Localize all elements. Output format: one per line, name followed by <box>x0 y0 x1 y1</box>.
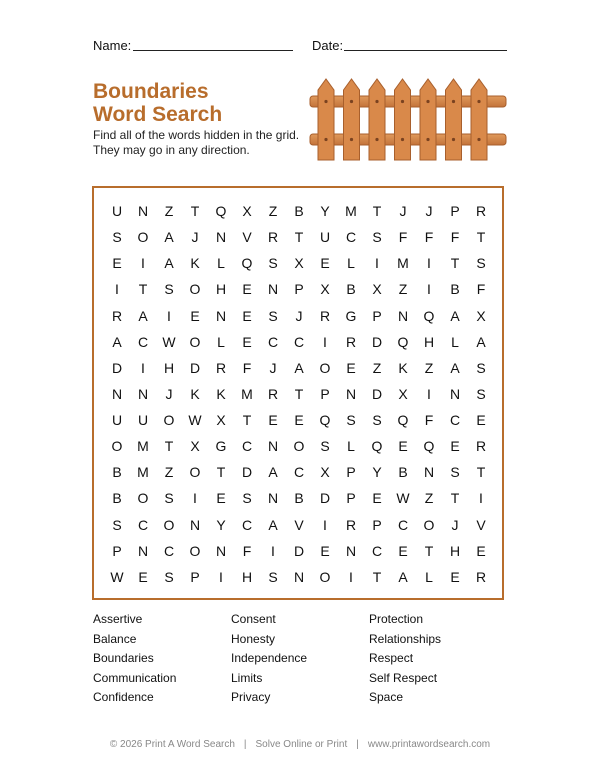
grid-cell[interactable]: E <box>216 490 226 507</box>
grid-cell[interactable]: B <box>346 281 356 298</box>
grid-cell[interactable]: W <box>110 568 124 585</box>
grid-cell[interactable]: N <box>111 385 123 402</box>
grid-cell[interactable]: B <box>294 203 304 220</box>
grid-cell[interactable]: I <box>323 333 327 350</box>
grid-cell[interactable]: Z <box>268 203 278 220</box>
grid-cell[interactable]: I <box>219 568 223 585</box>
grid-cell[interactable]: T <box>190 203 200 220</box>
grid-cell[interactable]: X <box>216 412 226 429</box>
grid-cell[interactable]: N <box>397 307 409 324</box>
grid-cell[interactable]: N <box>215 307 227 324</box>
grid-cell[interactable]: O <box>137 229 149 246</box>
grid-cell[interactable]: J <box>425 203 433 220</box>
grid-cell[interactable]: E <box>476 412 486 429</box>
grid-cell[interactable]: A <box>450 359 460 376</box>
grid-cell[interactable]: Q <box>241 255 253 272</box>
grid-cell[interactable]: E <box>242 307 252 324</box>
word-list-item: Privacy <box>231 690 271 704</box>
grid-cell[interactable]: S <box>450 464 460 481</box>
grid-cell[interactable]: T <box>216 464 226 481</box>
instructions-line-1: Find all of the words hidden in the grid. <box>93 128 300 142</box>
grid-cell[interactable]: H <box>163 359 175 376</box>
grid-cell[interactable]: S <box>164 568 174 585</box>
grid-cell[interactable]: A <box>112 333 122 350</box>
grid-cell[interactable]: I <box>115 281 119 298</box>
grid-cell[interactable]: A <box>268 464 278 481</box>
word-list-item: Boundaries <box>93 651 154 665</box>
grid-cell[interactable]: E <box>450 438 460 455</box>
grid-cell[interactable]: D <box>293 542 305 559</box>
fence-picket <box>369 79 385 160</box>
grid-cell[interactable]: X <box>476 307 486 324</box>
grid-cell[interactable]: Z <box>164 203 174 220</box>
grid-cell[interactable]: B <box>398 464 408 481</box>
grid-cell[interactable]: O <box>111 438 123 455</box>
grid-cell[interactable]: T <box>450 255 460 272</box>
grid-cell[interactable]: Q <box>423 438 435 455</box>
grid-cell[interactable]: W <box>396 490 410 507</box>
fence-nail <box>452 100 455 103</box>
grid-cell[interactable]: D <box>189 359 201 376</box>
fence-nail <box>350 138 353 141</box>
grid-cell[interactable]: D <box>371 333 383 350</box>
grid-cell[interactable]: E <box>112 255 122 272</box>
grid-cell[interactable]: M <box>397 255 409 272</box>
grid-cell[interactable]: Q <box>215 203 227 220</box>
grid-cell[interactable]: I <box>323 516 327 533</box>
grid-cell[interactable]: J <box>399 203 407 220</box>
grid-cell[interactable]: N <box>189 516 201 533</box>
grid-cell[interactable]: O <box>319 359 331 376</box>
grid-cell[interactable]: T <box>164 438 174 455</box>
word-search-grid <box>104 198 494 590</box>
word-list-item: Limits <box>231 670 263 685</box>
fence-nail <box>401 100 404 103</box>
grid-cell[interactable]: U <box>137 412 149 429</box>
instructions <box>93 128 299 158</box>
grid-cell[interactable]: E <box>320 255 330 272</box>
grid-cell[interactable]: C <box>163 542 175 559</box>
grid-cell[interactable]: S <box>164 281 174 298</box>
word-list-item: Communication <box>93 670 177 685</box>
grid-cell[interactable]: S <box>372 412 382 429</box>
grid-cell[interactable]: R <box>111 307 123 324</box>
fence-nail <box>350 100 353 103</box>
fence-pickets <box>318 79 487 160</box>
page-title <box>93 80 222 126</box>
grid-cell[interactable]: B <box>294 490 304 507</box>
grid-cell[interactable]: P <box>372 516 382 533</box>
grid-cell[interactable]: E <box>190 307 200 324</box>
fence-nail <box>401 138 404 141</box>
grid-cell[interactable]: P <box>320 385 330 402</box>
grid-cell[interactable]: I <box>349 568 353 585</box>
grid-cell[interactable]: L <box>217 255 225 272</box>
grid-cell[interactable]: B <box>112 464 122 481</box>
footer-solve: Solve Online or Print <box>255 739 348 750</box>
grid-cell[interactable]: S <box>268 568 278 585</box>
grid-cell[interactable]: O <box>137 490 149 507</box>
grid-cell[interactable]: F <box>424 229 434 246</box>
grid-cell[interactable]: L <box>347 255 355 272</box>
grid-cell[interactable]: H <box>423 333 435 350</box>
grid-cell[interactable]: N <box>345 542 357 559</box>
grid-cell[interactable]: N <box>137 542 149 559</box>
grid-cell[interactable]: N <box>423 464 435 481</box>
grid-cell[interactable]: K <box>190 385 200 402</box>
grid-cell[interactable]: N <box>215 542 227 559</box>
word-list-item: Self Respect <box>369 670 438 685</box>
grid-cell[interactable]: X <box>398 385 408 402</box>
grid-cell[interactable]: V <box>476 516 486 533</box>
fence-picket <box>318 79 334 160</box>
grid-cell[interactable]: N <box>267 438 279 455</box>
fence-nail <box>426 138 429 141</box>
grid-cell[interactable]: Y <box>320 203 330 220</box>
grid-cell[interactable]: L <box>347 438 355 455</box>
fence-nail <box>375 100 378 103</box>
grid-cell[interactable]: N <box>137 203 149 220</box>
fence-picket <box>395 79 411 160</box>
grid-cell[interactable]: X <box>190 438 200 455</box>
grid-cell[interactable]: O <box>189 333 201 350</box>
grid-cell[interactable]: I <box>427 385 431 402</box>
grid-cell[interactable]: G <box>345 307 357 324</box>
grid-cell[interactable]: C <box>137 516 149 533</box>
grid-cell[interactable]: O <box>163 412 175 429</box>
grid-cell[interactable]: R <box>267 229 279 246</box>
word-list-item: Relationships <box>369 631 442 646</box>
grid-cell[interactable]: I <box>141 359 145 376</box>
grid-cell[interactable]: L <box>425 568 433 585</box>
grid-cell[interactable]: O <box>163 516 175 533</box>
grid-cell[interactable]: J <box>191 229 199 246</box>
grid-cell[interactable]: P <box>294 281 304 298</box>
grid-cell[interactable]: C <box>371 542 383 559</box>
fence-picket <box>471 79 487 160</box>
grid-cell[interactable]: S <box>242 490 252 507</box>
grid-cell[interactable]: A <box>138 307 148 324</box>
grid-cell[interactable]: D <box>319 490 331 507</box>
grid-cell[interactable]: N <box>267 281 279 298</box>
grid-cell[interactable]: A <box>164 229 174 246</box>
grid-cell[interactable]: M <box>345 203 357 220</box>
grid-cell[interactable]: E <box>398 438 408 455</box>
grid-cell[interactable]: L <box>451 333 459 350</box>
grid-cell[interactable]: P <box>346 464 356 481</box>
fence-nail <box>477 138 480 141</box>
grid-cell[interactable]: H <box>241 568 253 585</box>
fence-picket <box>344 79 360 160</box>
grid-cell[interactable]: J <box>451 516 459 533</box>
grid-cell[interactable]: C <box>241 516 253 533</box>
grid-cell[interactable]: R <box>475 438 487 455</box>
grid-cell[interactable]: S <box>112 229 122 246</box>
grid-cell[interactable]: A <box>450 307 460 324</box>
grid-cell[interactable]: Q <box>371 438 383 455</box>
grid-cell[interactable]: J <box>295 307 303 324</box>
grid-cell[interactable]: F <box>242 359 252 376</box>
word-list-item: Independence <box>231 651 308 665</box>
grid-cell[interactable]: A <box>164 255 174 272</box>
word-list-item: Space <box>369 690 404 704</box>
grid-cell[interactable]: M <box>137 464 149 481</box>
grid-cell[interactable]: A <box>476 333 486 350</box>
grid-cell[interactable]: I <box>427 281 431 298</box>
grid-cell[interactable]: W <box>162 333 176 350</box>
grid-cell[interactable]: C <box>267 333 279 350</box>
grid-cell[interactable]: E <box>450 568 460 585</box>
grid-cell[interactable]: D <box>241 464 253 481</box>
grid-cell[interactable]: Q <box>423 307 435 324</box>
grid-cell[interactable]: T <box>450 490 460 507</box>
fence-nail <box>375 138 378 141</box>
grid-cell[interactable]: S <box>268 255 278 272</box>
fence-nail <box>426 100 429 103</box>
grid-cell[interactable]: Z <box>164 464 174 481</box>
grid-cell[interactable]: F <box>424 412 434 429</box>
date-line[interactable] <box>344 50 507 51</box>
grid-cell[interactable]: T <box>242 412 252 429</box>
grid-cell[interactable]: I <box>375 255 379 272</box>
grid-cell[interactable]: O <box>293 438 305 455</box>
grid-cell[interactable]: U <box>111 412 123 429</box>
grid-cell[interactable]: K <box>398 359 408 376</box>
grid-cell[interactable]: N <box>137 385 149 402</box>
grid-cell[interactable]: O <box>189 542 201 559</box>
grid-cell[interactable]: G <box>215 438 227 455</box>
grid-cell[interactable]: C <box>293 333 305 350</box>
word-list-item: Assertive <box>93 612 143 626</box>
date-label: Date: <box>312 38 344 53</box>
fence-nail <box>324 100 327 103</box>
grid-cell[interactable]: T <box>424 542 434 559</box>
fence-nail <box>324 138 327 141</box>
grid-cell[interactable]: S <box>320 438 330 455</box>
grid-cell[interactable]: E <box>268 412 278 429</box>
grid-cell[interactable]: E <box>138 568 148 585</box>
grid-cell[interactable]: E <box>294 412 304 429</box>
grid-cell[interactable]: Z <box>424 359 434 376</box>
word-list-item: Consent <box>231 612 276 626</box>
grid-cell[interactable]: R <box>345 333 357 350</box>
word-list-item: Honesty <box>231 631 276 646</box>
grid-cell[interactable]: E <box>242 333 252 350</box>
grid-cell[interactable]: D <box>371 385 383 402</box>
word-search-grid-box <box>92 186 504 600</box>
grid-cell[interactable]: P <box>346 490 356 507</box>
grid-cell[interactable]: K <box>216 385 226 402</box>
grid-cell[interactable]: F <box>476 281 486 298</box>
grid-cell[interactable]: R <box>267 385 279 402</box>
grid-cell[interactable]: Q <box>319 412 331 429</box>
grid-cell[interactable]: P <box>190 568 200 585</box>
grid-cell[interactable]: Z <box>372 359 382 376</box>
grid-cell[interactable]: Y <box>372 464 382 481</box>
grid-cell[interactable]: V <box>294 516 304 533</box>
grid-cell[interactable]: C <box>397 516 409 533</box>
grid-cell[interactable]: R <box>319 307 331 324</box>
grid-cell[interactable]: P <box>450 203 460 220</box>
grid-cell[interactable]: B <box>450 281 460 298</box>
grid-cell[interactable]: S <box>372 229 382 246</box>
grid-cell[interactable]: I <box>193 490 197 507</box>
grid-cell[interactable]: E <box>398 542 408 559</box>
footer <box>0 739 600 750</box>
grid-cell[interactable]: E <box>476 542 486 559</box>
grid-cell[interactable]: T <box>372 203 382 220</box>
grid-cell[interactable]: M <box>241 385 253 402</box>
grid-cell[interactable]: C <box>241 438 253 455</box>
grid-cell[interactable]: E <box>320 542 330 559</box>
grid-cell[interactable]: Y <box>216 516 226 533</box>
grid-cell[interactable]: C <box>137 333 149 350</box>
grid-cell[interactable]: S <box>476 385 486 402</box>
grid-cell[interactable]: O <box>319 568 331 585</box>
word-list-item: Respect <box>369 651 414 665</box>
word-list <box>93 612 513 712</box>
grid-cell[interactable]: P <box>372 307 382 324</box>
grid-cell[interactable]: P <box>112 542 122 559</box>
grid-cell[interactable]: O <box>189 464 201 481</box>
word-list-item: Confidence <box>93 690 154 704</box>
grid-cell[interactable]: S <box>268 307 278 324</box>
grid-cell[interactable]: N <box>293 568 305 585</box>
footer-separator: | <box>356 739 359 750</box>
name-line[interactable] <box>133 50 293 51</box>
grid-cell[interactable]: C <box>345 229 357 246</box>
grid-cell[interactable]: X <box>242 203 252 220</box>
grid-cell[interactable]: D <box>111 359 123 376</box>
title-line-2: Word Search <box>93 103 223 126</box>
grid-cell[interactable]: T <box>476 464 486 481</box>
grid-cell[interactable]: N <box>345 385 357 402</box>
grid-cell[interactable]: E <box>242 281 252 298</box>
grid-cell[interactable]: F <box>398 229 408 246</box>
grid-cell[interactable]: S <box>476 359 486 376</box>
grid-cell[interactable]: I <box>479 490 483 507</box>
grid-cell[interactable]: B <box>112 490 122 507</box>
instructions-line-2: They may go in any direction. <box>93 143 250 157</box>
grid-cell[interactable]: O <box>189 281 201 298</box>
grid-cell[interactable]: R <box>215 359 227 376</box>
grid-cell[interactable]: X <box>294 255 304 272</box>
word-list-item: Protection <box>369 612 424 626</box>
title-line-1: Boundaries <box>93 80 209 103</box>
grid-cell[interactable]: I <box>141 255 145 272</box>
grid-cell[interactable]: H <box>215 281 227 298</box>
fence-nail <box>477 100 480 103</box>
grid-cell[interactable]: T <box>372 568 382 585</box>
grid-cell[interactable]: I <box>167 307 171 324</box>
fence-picket <box>420 79 436 160</box>
grid-cell[interactable]: E <box>372 490 382 507</box>
grid-cell[interactable]: R <box>475 203 487 220</box>
grid-cell[interactable]: E <box>346 359 356 376</box>
grid-cell[interactable]: T <box>476 229 486 246</box>
grid-cell[interactable]: X <box>320 464 330 481</box>
grid-cell[interactable]: V <box>242 229 252 246</box>
grid-cell[interactable]: Z <box>424 490 434 507</box>
grid-cell[interactable]: W <box>188 412 202 429</box>
grid-cell[interactable]: S <box>164 490 174 507</box>
grid-cell[interactable]: M <box>137 438 149 455</box>
footer-separator: | <box>243 739 247 750</box>
grid-cell[interactable]: Z <box>398 281 408 298</box>
grid-cell[interactable]: X <box>320 281 330 298</box>
grid-cell[interactable]: S <box>112 516 122 533</box>
grid-cell[interactable]: S <box>476 255 486 272</box>
grid-cell[interactable]: J <box>165 385 173 402</box>
grid-cell[interactable]: F <box>450 229 460 246</box>
grid-cell[interactable]: N <box>215 229 227 246</box>
grid-cell[interactable]: U <box>111 203 123 220</box>
grid-cell[interactable]: R <box>475 568 487 585</box>
grid-cell[interactable]: N <box>449 385 461 402</box>
grid-cell[interactable]: Q <box>397 412 409 429</box>
footer-url[interactable]: www.printawordsearch.com <box>367 739 491 750</box>
grid-cell[interactable]: A <box>398 568 408 585</box>
fence-picket <box>446 79 462 160</box>
grid-cell[interactable]: C <box>449 412 461 429</box>
grid-cell[interactable]: S <box>346 412 356 429</box>
grid-cell[interactable]: U <box>319 229 331 246</box>
grid-cell[interactable]: O <box>423 516 435 533</box>
grid-cell[interactable]: K <box>190 255 200 272</box>
footer-copyright: © 2026 Print A Word Search <box>109 739 235 750</box>
grid-cell[interactable]: J <box>269 359 277 376</box>
grid-cell[interactable]: L <box>217 333 225 350</box>
grid-cell[interactable]: T <box>294 229 304 246</box>
grid-cell[interactable]: F <box>242 542 252 559</box>
name-date-row <box>93 38 507 54</box>
name-label: Name: <box>93 38 132 53</box>
grid-cell[interactable]: X <box>372 281 382 298</box>
grid-cell[interactable]: T <box>294 385 304 402</box>
grid-cell[interactable]: N <box>267 490 279 507</box>
grid-cell[interactable]: I <box>271 542 275 559</box>
grid-cell[interactable]: R <box>345 516 357 533</box>
wooden-fence-icon <box>308 74 508 164</box>
grid-cell[interactable]: H <box>449 542 461 559</box>
grid-cell[interactable]: A <box>294 359 304 376</box>
fence-nail <box>452 138 455 141</box>
grid-cell[interactable]: Q <box>397 333 409 350</box>
word-list-item: Balance <box>93 631 137 646</box>
grid-cell[interactable]: T <box>138 281 148 298</box>
grid-cell[interactable]: I <box>427 255 431 272</box>
grid-cell[interactable]: A <box>268 516 278 533</box>
grid-cell[interactable]: C <box>293 464 305 481</box>
